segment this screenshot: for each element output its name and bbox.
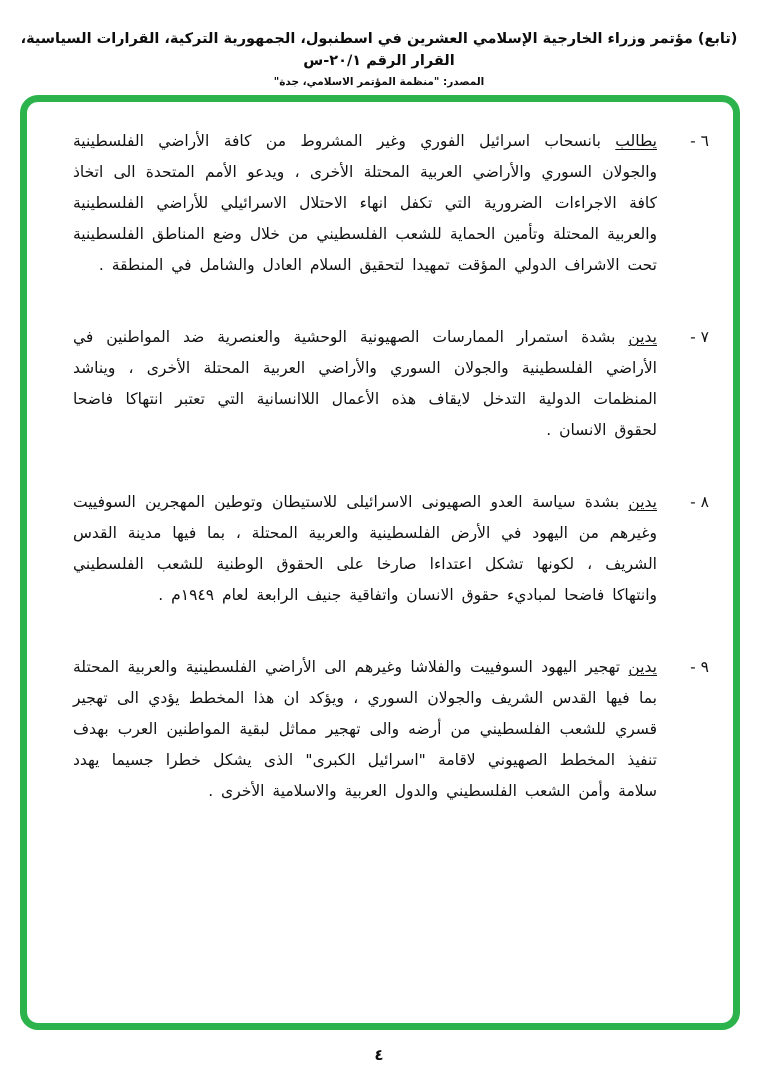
item-text [73,652,657,807]
item-body-text: بانسحاب اسرائيل الفوري وغير المشروط من كافة الأراضي الفلسطينية والجولان السوري والأراضي العربية المحتلة الأخرى ، ويدعو الأمم المتحدة الى اتخاذ كافة الاجراءات الضرورية التي تكفل انهاء الاحتلال الاسرائيلي للأراضي الفلسطينية والعربية المحتلة وتأمين الحماية للشعب الفلسطيني من خلال وضع المناطق الفلسطينية تحت الاشراف الدولي المؤقت تمهيدا لتحقيق السلام العادل والشامل في المنطقة . [73,132,657,274]
item-text [73,126,657,281]
item-text [73,322,657,446]
page-title: (تابع) مؤتمر وزراء الخارجية الإسلامي العشرين في اسطنبول، الجمهورية التركية، القرارات السياسية، القرار الرقم ٢٠/١-س [20,31,738,69]
resolution-item-7 [73,322,709,446]
item-body-text: تهجير اليهود السوفييت والفلاشا وغيرهم الى الأراضي الفلسطينية والعربية المحتلة بما فيها القدس الشريف والجولان السوري ، ويؤكد ان هذا المخطط يؤدي الى تهجير قسري للشعب الفلسطيني من أرضه والى تهجير مماثل لبقية المواطنين العرب بهدف تنفيذ المخطط الصهيوني لاقامة "اسرائيل الكبرى" الذى يشكل خطرا جسيما يهدد سلامة وأمن الشعب الفلسطيني والدول العربية والاسلامية الأخرى . [73,658,657,800]
source-line: المصدر: "منظمة المؤتمر الاسلامي، جدة" [273,76,485,88]
resolution-item-8 [73,487,709,611]
item-number: ٧ - [690,328,709,346]
resolution-list [27,102,733,807]
document-header [0,0,758,88]
item-lead-word: يدين [628,658,657,676]
resolution-frame [20,95,740,1030]
item-text [73,487,657,611]
item-lead-word: يدين [628,493,657,511]
item-lead-word: يدين [628,328,657,346]
resolution-item-6 [73,126,709,281]
item-number: ٦ - [690,132,709,150]
item-number: ٩ - [690,658,709,676]
item-number: ٨ - [690,493,709,511]
page-number: ٤ [374,1046,384,1064]
item-lead-word: يطالب [615,132,657,150]
resolution-item-9 [73,652,709,807]
item-body-text: بشدة سياسة العدو الصهيونى الاسرائيلى للاستيطان وتوطين المهجرين السوفييت وغيرهم من اليهود في الأرض الفلسطينية والعربية المحتلة ، بما فيها مدينة القدس الشريف ، لكونها تشكل اعتداءا صارخا على الحقوق الوطنية للشعب الفلسطيني وانتهاكا فاضحا لمباديء حقوق الانسان واتفاقية جنيف الرابعة لعام ١٩٤٩م . [73,493,657,604]
item-body-text: بشدة استمرار الممارسات الصهيونية الوحشية والعنصرية ضد المواطنين في الأراضي الفلسطينية والجولان السوري والأراضي العربية المحتلة الأخرى ، ويناشد المنظمات الدولية التدخل لايقاف هذه الأعمال اللاانسانية التي تعتبر انتهاكا فاضحا لحقوق الانسان . [73,328,657,439]
